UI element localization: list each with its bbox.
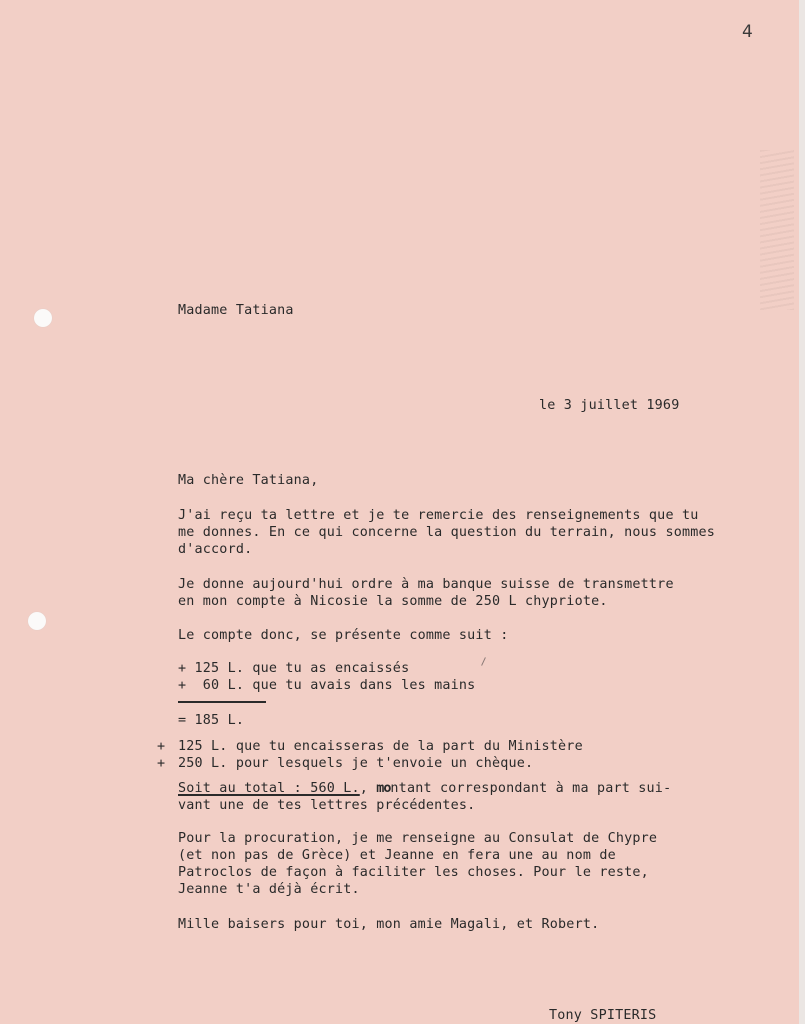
plus-sign-item4: + <box>157 756 166 771</box>
pen-mark <box>481 657 486 666</box>
paragraph1-line3: d'accord. <box>178 542 253 557</box>
paragraph4-line4: Jeanne t'a déjà écrit. <box>178 882 360 897</box>
total-rest: ntant correspondant à ma part sui- <box>390 781 672 796</box>
paragraph3: Le compte donc, se présente comme suit : <box>178 628 509 643</box>
account-item3: 125 L. que tu encaisseras de la part du Ministère <box>178 739 583 754</box>
signature: Tony SPITERIS <box>549 1008 657 1023</box>
page-number: 4 <box>742 22 754 42</box>
sum-rule <box>178 701 266 703</box>
paragraph1-line2: me donnes. En ce qui concerne la question du terrain, nous sommes <box>178 525 716 540</box>
total-overtyped: mo <box>376 781 391 796</box>
paper-smudge <box>760 150 794 310</box>
salutation: Ma chère Tatiana, <box>178 473 319 488</box>
account-subtotal: = 185 L. <box>178 713 245 728</box>
total-label: Soit au total : 560 L. <box>178 781 360 796</box>
page-edge <box>799 0 805 1024</box>
total-comma: , <box>359 781 377 796</box>
paragraph1-line1: J'ai reçu ta lettre et je te remercie des renseignements que tu <box>178 508 699 523</box>
paragraph2-line2: en mon compte à Nicosie la somme de 250 L chypriote. <box>178 594 608 609</box>
plus-sign-item3: + <box>157 739 166 754</box>
punch-hole-bottom <box>28 612 46 630</box>
paragraph4-line1: Pour la procuration, je me renseigne au Consulat de Chypre <box>178 831 658 846</box>
punch-hole-top <box>34 309 52 327</box>
account-item2: + 60 L. que tu avais dans les mains <box>178 678 476 693</box>
account-item4: 250 L. pour lesquels je t'envoie un chèque. <box>178 756 534 771</box>
paragraph2-line1: Je donne aujourd'hui ordre à ma banque suisse de transmettre <box>178 577 674 592</box>
date-line: le 3 juillet 1969 <box>539 398 680 413</box>
paragraph4-line2: (et non pas de Grèce) et Jeanne en fera une au nom de <box>178 848 616 863</box>
account-item1: + 125 L. que tu as encaissés <box>178 661 410 676</box>
recipient-line: Madame Tatiana <box>178 303 294 318</box>
paragraph4-line3: Patroclos de façon à faciliter les choses. Pour le reste, <box>178 865 649 880</box>
total-line1 <box>178 780 671 797</box>
total-line2: vant une de tes lettres précédentes. <box>178 798 476 813</box>
closing-line: Mille baisers pour toi, mon amie Magali, et Robert. <box>178 917 600 932</box>
